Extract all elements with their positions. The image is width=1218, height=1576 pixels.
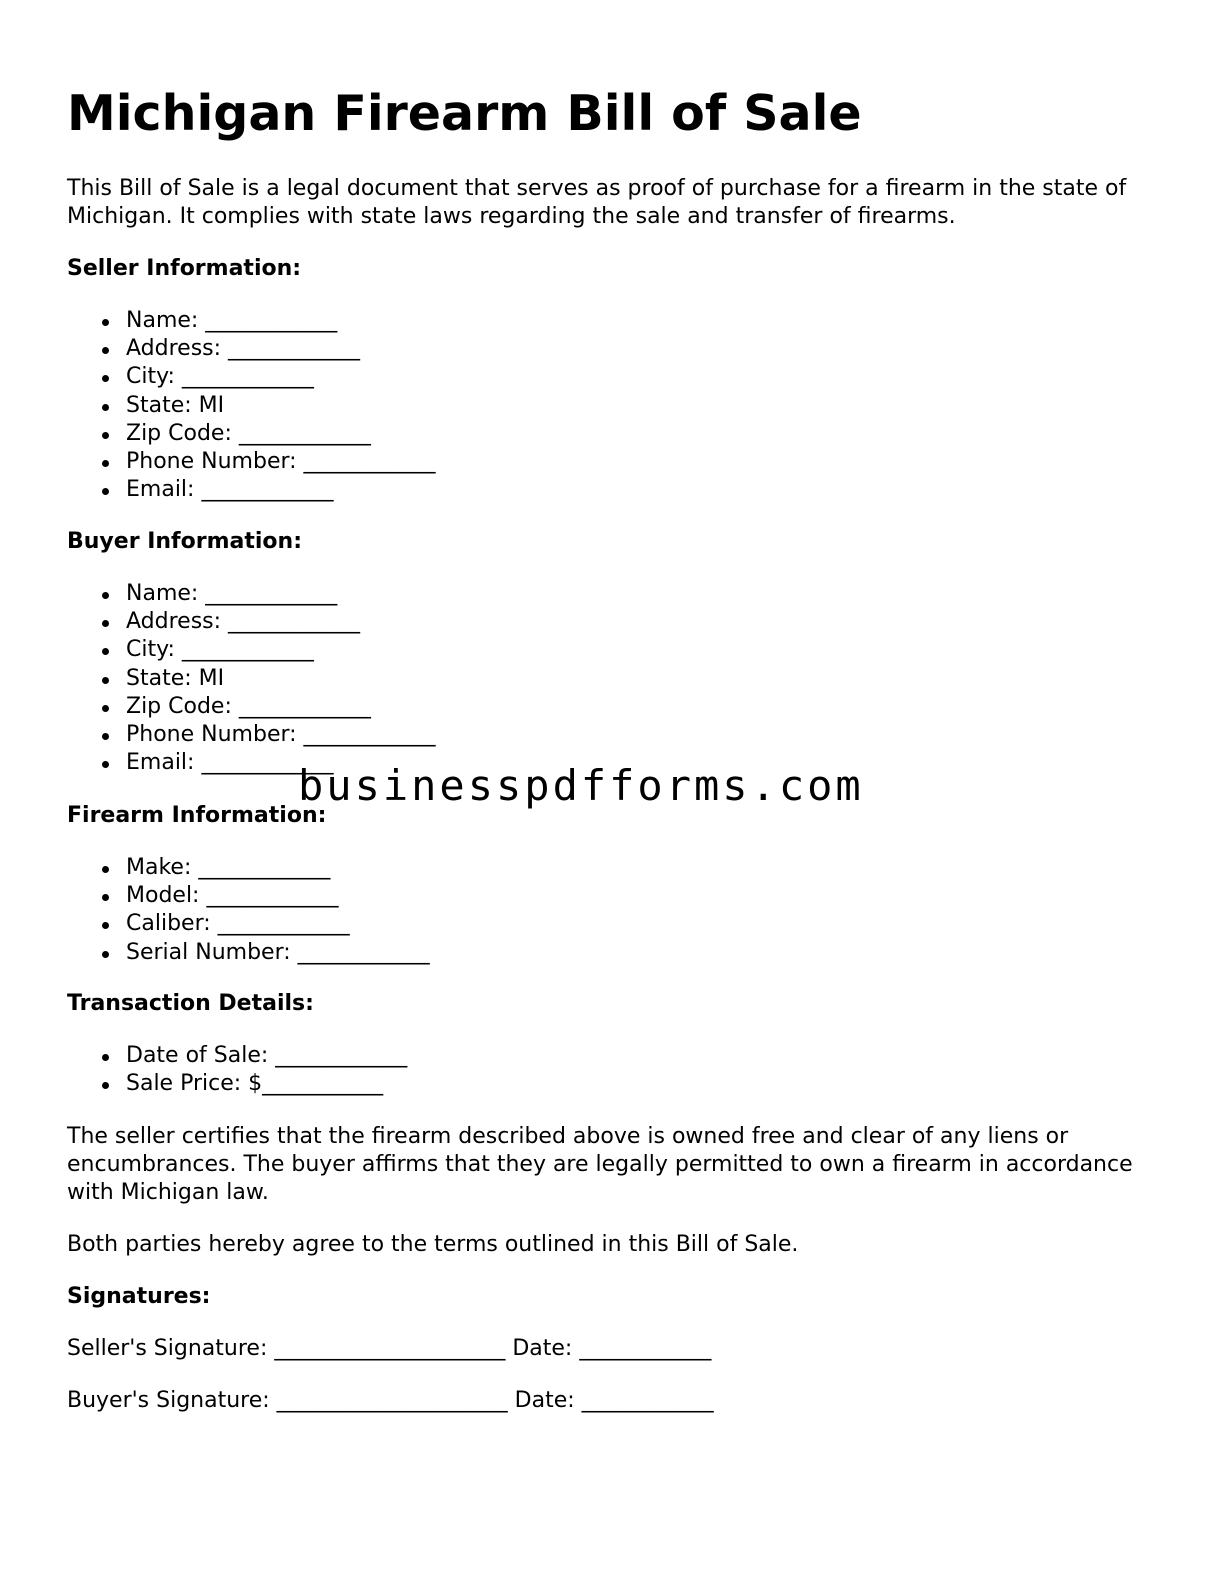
watermark-text: businesspdfforms.com xyxy=(298,761,864,810)
firearm-heading: Firearm Information: xyxy=(67,803,327,828)
seller-signature-line: Seller's Signature: _____________________ Date: ____________ xyxy=(67,1336,712,1361)
certification-paragraph: The seller certifies that the firearm described above is owned free and clear of any liens or encumbrances. The buyer affirms that they are legally permitted to own a firearm in accordance with Michigan law. xyxy=(67,1124,1133,1205)
buyer-signature-line: Buyer's Signature: _____________________ Date: ____________ xyxy=(67,1388,714,1413)
buyer-state-item: State: MI xyxy=(67,665,436,693)
buyer-list xyxy=(67,580,436,777)
transaction-heading: Transaction Details: xyxy=(67,991,314,1016)
intro-paragraph: This Bill of Sale is a legal document that serves as proof of purchase for a firearm in the state of Michigan. It complies with state laws regarding the sale and transfer of firearms. xyxy=(67,176,1127,229)
buyer-zip-item: Zip Code: ____________ xyxy=(67,693,436,721)
seller-zip-item: Zip Code: ____________ xyxy=(67,420,436,448)
buyer-phone-item: Phone Number: ____________ xyxy=(67,721,436,749)
agreement-paragraph: Both parties hereby agree to the terms outlined in this Bill of Sale. xyxy=(67,1232,799,1257)
firearm-make-item: Make: ____________ xyxy=(67,854,430,882)
firearm-caliber-item: Caliber: ____________ xyxy=(67,910,430,938)
seller-city-item: City: ____________ xyxy=(67,363,436,391)
firearm-list xyxy=(67,854,430,967)
seller-heading: Seller Information: xyxy=(67,256,302,281)
sale-price-item: Sale Price: $___________ xyxy=(67,1070,407,1098)
buyer-address-item: Address: ____________ xyxy=(67,608,436,636)
seller-address-item: Address: ____________ xyxy=(67,335,436,363)
transaction-list xyxy=(67,1042,407,1098)
firearm-model-item: Model: ____________ xyxy=(67,882,430,910)
seller-list xyxy=(67,307,436,504)
firearm-serial-item: Serial Number: ____________ xyxy=(67,939,430,967)
seller-phone-item: Phone Number: ____________ xyxy=(67,448,436,476)
sale-date-item: Date of Sale: ____________ xyxy=(67,1042,407,1070)
page-title: Michigan Firearm Bill of Sale xyxy=(67,85,862,142)
buyer-name-item: Name: ____________ xyxy=(67,580,436,608)
buyer-city-item: City: ____________ xyxy=(67,636,436,664)
signatures-heading: Signatures: xyxy=(67,1284,211,1309)
buyer-email-item: Email: ____________ xyxy=(67,749,436,777)
seller-state-item: State: MI xyxy=(67,392,436,420)
seller-name-item: Name: ____________ xyxy=(67,307,436,335)
seller-email-item: Email: ____________ xyxy=(67,476,436,504)
buyer-heading: Buyer Information: xyxy=(67,529,302,554)
